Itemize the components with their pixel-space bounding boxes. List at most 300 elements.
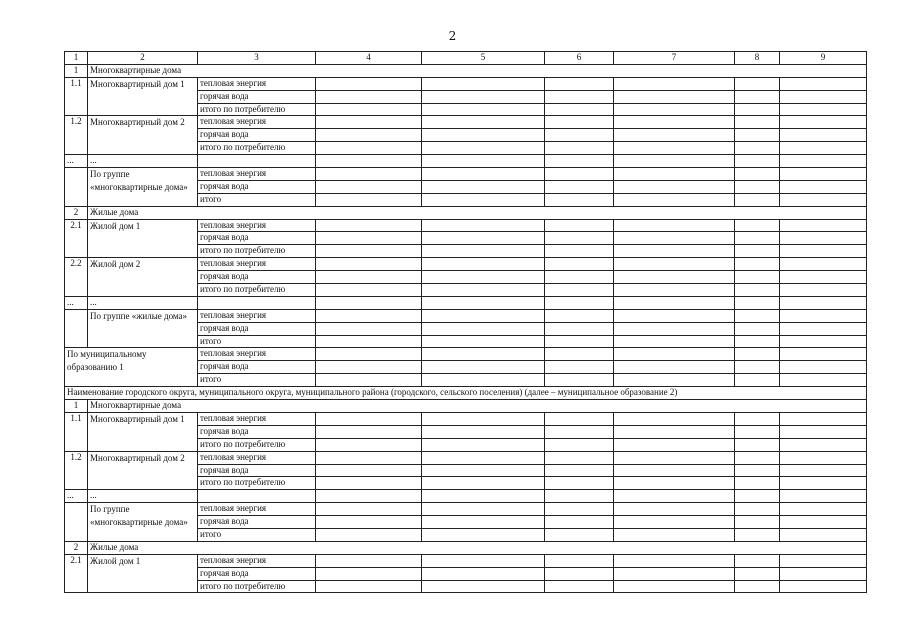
empty-cell [780,142,867,155]
indicator-label: итого [198,528,316,541]
section-number: 2 [65,541,88,554]
group-total-row [65,309,867,322]
empty-cell [614,464,735,477]
indicator-label: тепловая энергия [198,219,316,232]
empty-cell [780,348,867,361]
empty-cell [614,503,735,516]
section-number: 1 [65,400,88,413]
column-number: 1 [65,52,88,65]
empty-cell [422,245,545,258]
empty-cell [422,490,545,503]
empty-cell [545,516,614,529]
empty-cell [614,567,735,580]
empty-cell [422,567,545,580]
empty-cell [735,464,780,477]
empty-cell [545,296,614,309]
empty-cell [780,528,867,541]
ellipsis: ... [88,296,198,309]
empty-cell [316,412,422,425]
empty-cell [780,335,867,348]
empty-cell [614,516,735,529]
empty-cell [545,490,614,503]
empty-cell [316,219,422,232]
empty-cell [198,296,316,309]
ellipsis: ... [65,490,88,503]
section-title: Многоквартирные дома [88,400,867,413]
empty-cell [316,77,422,90]
empty-cell [545,348,614,361]
indicator-label: тепловая энергия [198,168,316,181]
empty-cell [614,425,735,438]
empty-cell [614,77,735,90]
empty-cell [735,296,780,309]
empty-cell [735,580,780,593]
empty-cell [545,271,614,284]
empty-cell [614,296,735,309]
indicator-label: горячая вода [198,322,316,335]
indicator-label: горячая вода [198,464,316,477]
section-title: Жилые дома [88,541,867,554]
empty-cell [735,348,780,361]
ellipsis: ... [88,490,198,503]
empty-cell [614,309,735,322]
empty-cell [545,322,614,335]
empty-cell [65,309,88,348]
empty-cell [780,516,867,529]
empty-cell [780,309,867,322]
empty-cell [735,116,780,129]
empty-cell [614,412,735,425]
empty-cell [780,477,867,490]
group-total-label: По группе «жилые дома» [88,309,198,348]
indicator-label: тепловая энергия [198,554,316,567]
section-number: 2 [65,206,88,219]
empty-cell [780,451,867,464]
indicator-label: горячая вода [198,567,316,580]
empty-cell [316,180,422,193]
empty-cell [735,477,780,490]
empty-cell [65,503,88,542]
empty-cell [735,232,780,245]
empty-cell [316,567,422,580]
empty-cell [422,516,545,529]
empty-cell [735,129,780,142]
column-number: 6 [545,52,614,65]
item-name: Многоквартирный дом 2 [88,451,198,490]
empty-cell [780,90,867,103]
empty-cell [545,503,614,516]
empty-cell [545,477,614,490]
indicator-label: горячая вода [198,271,316,284]
column-number: 4 [316,52,422,65]
column-number: 9 [780,52,867,65]
item-number: 2.1 [65,554,88,593]
empty-cell [780,567,867,580]
empty-cell [545,245,614,258]
empty-cell [545,77,614,90]
empty-cell [545,528,614,541]
empty-cell [316,296,422,309]
empty-cell [316,503,422,516]
column-number: 5 [422,52,545,65]
item-number: 2.1 [65,219,88,258]
empty-cell [780,232,867,245]
empty-cell [735,284,780,297]
item-number: 1.2 [65,451,88,490]
item-row [65,219,867,232]
indicator-label: итого по потребителю [198,438,316,451]
empty-cell [780,464,867,477]
empty-cell [545,103,614,116]
empty-cell [422,580,545,593]
item-name: Многоквартирный дом 1 [88,77,198,116]
empty-cell [545,193,614,206]
empty-cell [614,271,735,284]
item-name: Многоквартирный дом 1 [88,412,198,451]
empty-cell [422,477,545,490]
indicator-label: тепловая энергия [198,451,316,464]
empty-cell [545,374,614,387]
empty-cell [735,451,780,464]
column-number: 7 [614,52,735,65]
empty-cell [316,271,422,284]
indicator-label: итого [198,374,316,387]
indicator-label: итого [198,193,316,206]
empty-cell [614,155,735,168]
indicator-label: итого [198,335,316,348]
item-row [65,412,867,425]
empty-cell [735,322,780,335]
empty-cell [422,425,545,438]
empty-cell [780,374,867,387]
empty-cell [735,168,780,181]
empty-cell [614,477,735,490]
empty-cell [422,374,545,387]
empty-cell [735,219,780,232]
empty-cell [614,142,735,155]
indicator-label: горячая вода [198,361,316,374]
municipality-header: Наименование городского округа, муниципального округа, муниципального района (городского, сельского поселения) (далее – муниципальное образование 2) [65,387,867,400]
section-number: 1 [65,64,88,77]
empty-cell [735,528,780,541]
item-name: Жилой дом 2 [88,258,198,297]
ellipsis-row [65,296,867,309]
item-row [65,116,867,129]
empty-cell [422,335,545,348]
empty-cell [316,490,422,503]
indicator-label: горячая вода [198,129,316,142]
empty-cell [614,116,735,129]
empty-cell [422,528,545,541]
empty-cell [780,168,867,181]
empty-cell [65,168,88,207]
empty-cell [735,567,780,580]
municipality-total-label: По муниципальному образованию 1 [65,348,198,387]
empty-cell [735,245,780,258]
empty-cell [735,142,780,155]
empty-cell [316,284,422,297]
empty-cell [316,554,422,567]
empty-cell [545,361,614,374]
empty-cell [614,284,735,297]
empty-cell [545,464,614,477]
empty-cell [780,425,867,438]
empty-cell [316,142,422,155]
item-row [65,451,867,464]
empty-cell [422,271,545,284]
empty-cell [545,90,614,103]
empty-cell [780,219,867,232]
empty-cell [735,193,780,206]
indicator-label: тепловая энергия [198,258,316,271]
empty-cell [422,464,545,477]
empty-cell [614,490,735,503]
empty-cell [545,335,614,348]
empty-cell [316,335,422,348]
empty-cell [614,232,735,245]
empty-cell [735,309,780,322]
empty-cell [422,451,545,464]
empty-cell [735,361,780,374]
empty-cell [545,425,614,438]
empty-cell [422,309,545,322]
indicator-label: тепловая энергия [198,412,316,425]
empty-cell [422,219,545,232]
empty-cell [316,438,422,451]
indicator-label: тепловая энергия [198,116,316,129]
empty-cell [316,309,422,322]
empty-cell [316,361,422,374]
empty-cell [545,129,614,142]
empty-cell [198,490,316,503]
empty-cell [422,322,545,335]
empty-cell [614,258,735,271]
empty-cell [422,90,545,103]
empty-cell [735,155,780,168]
empty-cell [422,142,545,155]
indicator-label: итого по потребителю [198,142,316,155]
column-number-row [65,52,867,65]
empty-cell [545,232,614,245]
empty-cell [316,322,422,335]
empty-cell [614,245,735,258]
empty-cell [735,258,780,271]
indicator-label: итого по потребителю [198,103,316,116]
ellipsis: ... [65,296,88,309]
empty-cell [316,155,422,168]
column-number: 2 [88,52,198,65]
item-number: 1.1 [65,77,88,116]
empty-cell [614,528,735,541]
empty-cell [422,503,545,516]
section-title: Жилые дома [88,206,867,219]
empty-cell [422,168,545,181]
empty-cell [780,271,867,284]
item-row [65,77,867,90]
empty-cell [422,232,545,245]
empty-cell [735,180,780,193]
empty-cell [614,168,735,181]
indicator-label: горячая вода [198,180,316,193]
empty-cell [545,180,614,193]
empty-cell [316,168,422,181]
empty-cell [735,271,780,284]
indicator-label: тепловая энергия [198,348,316,361]
empty-cell [422,155,545,168]
indicator-label: итого по потребителю [198,284,316,297]
empty-cell [780,361,867,374]
empty-cell [735,77,780,90]
empty-cell [422,180,545,193]
empty-cell [422,116,545,129]
empty-cell [780,180,867,193]
empty-cell [614,361,735,374]
empty-cell [614,438,735,451]
empty-cell [780,322,867,335]
empty-cell [316,258,422,271]
empty-cell [614,554,735,567]
indicator-label: тепловая энергия [198,503,316,516]
empty-cell [780,193,867,206]
empty-cell [545,451,614,464]
empty-cell [614,219,735,232]
empty-cell [545,258,614,271]
group-total-row [65,503,867,516]
empty-cell [316,232,422,245]
empty-cell [780,129,867,142]
table-body [65,52,867,593]
empty-cell [735,425,780,438]
empty-cell [316,90,422,103]
empty-cell [780,296,867,309]
empty-cell [735,503,780,516]
ellipsis-row [65,155,867,168]
empty-cell [614,103,735,116]
empty-cell [316,129,422,142]
empty-cell [422,129,545,142]
empty-cell [422,554,545,567]
section-header-row [65,206,867,219]
empty-cell [545,155,614,168]
empty-cell [780,77,867,90]
item-name: Многоквартирный дом 2 [88,116,198,155]
municipality-total-row [65,348,867,361]
empty-cell [198,155,316,168]
empty-cell [735,516,780,529]
empty-cell [780,580,867,593]
item-number: 1.1 [65,412,88,451]
empty-cell [614,451,735,464]
empty-cell [614,335,735,348]
empty-cell [545,438,614,451]
section-header-row [65,64,867,77]
indicator-label: горячая вода [198,425,316,438]
empty-cell [316,245,422,258]
group-total-row [65,168,867,181]
empty-cell [780,554,867,567]
empty-cell [545,116,614,129]
section-header-row [65,400,867,413]
indicator-label: тепловая энергия [198,309,316,322]
indicator-label: итого по потребителю [198,245,316,258]
page-number: 2 [448,29,457,43]
empty-cell [614,374,735,387]
section-header-row [65,541,867,554]
empty-cell [545,168,614,181]
empty-cell [422,348,545,361]
empty-cell [316,374,422,387]
empty-cell [735,554,780,567]
ellipsis: ... [65,155,88,168]
empty-cell [316,116,422,129]
empty-cell [422,412,545,425]
empty-cell [422,361,545,374]
empty-cell [780,438,867,451]
empty-cell [735,412,780,425]
item-row [65,554,867,567]
item-name: Жилой дом 1 [88,554,198,593]
empty-cell [422,284,545,297]
empty-cell [614,348,735,361]
municipality-header-row [65,387,867,400]
empty-cell [780,245,867,258]
empty-cell [780,116,867,129]
item-number: 1.2 [65,116,88,155]
empty-cell [422,438,545,451]
ellipsis-row [65,490,867,503]
indicator-label: горячая вода [198,232,316,245]
group-total-label: По группе «многоквартирные дома» [88,168,198,207]
empty-cell [780,284,867,297]
empty-cell [614,193,735,206]
empty-cell [545,580,614,593]
ellipsis: ... [88,155,198,168]
empty-cell [735,490,780,503]
empty-cell [545,412,614,425]
empty-cell [422,193,545,206]
indicator-label: итого по потребителю [198,477,316,490]
empty-cell [316,425,422,438]
empty-cell [735,374,780,387]
empty-cell [545,309,614,322]
item-number: 2.2 [65,258,88,297]
empty-cell [735,335,780,348]
data-table [64,51,867,593]
item-row [65,258,867,271]
indicator-label: итого по потребителю [198,580,316,593]
empty-cell [780,155,867,168]
column-number: 8 [735,52,780,65]
empty-cell [545,284,614,297]
empty-cell [735,90,780,103]
empty-cell [780,490,867,503]
empty-cell [735,103,780,116]
empty-cell [614,129,735,142]
empty-cell [780,258,867,271]
empty-cell [614,90,735,103]
empty-cell [735,438,780,451]
empty-cell [545,219,614,232]
empty-cell [614,322,735,335]
empty-cell [614,180,735,193]
column-number: 3 [198,52,316,65]
empty-cell [316,451,422,464]
empty-cell [780,503,867,516]
empty-cell [780,103,867,116]
item-name: Жилой дом 1 [88,219,198,258]
section-title: Многоквартирные дома [88,64,867,77]
empty-cell [316,516,422,529]
